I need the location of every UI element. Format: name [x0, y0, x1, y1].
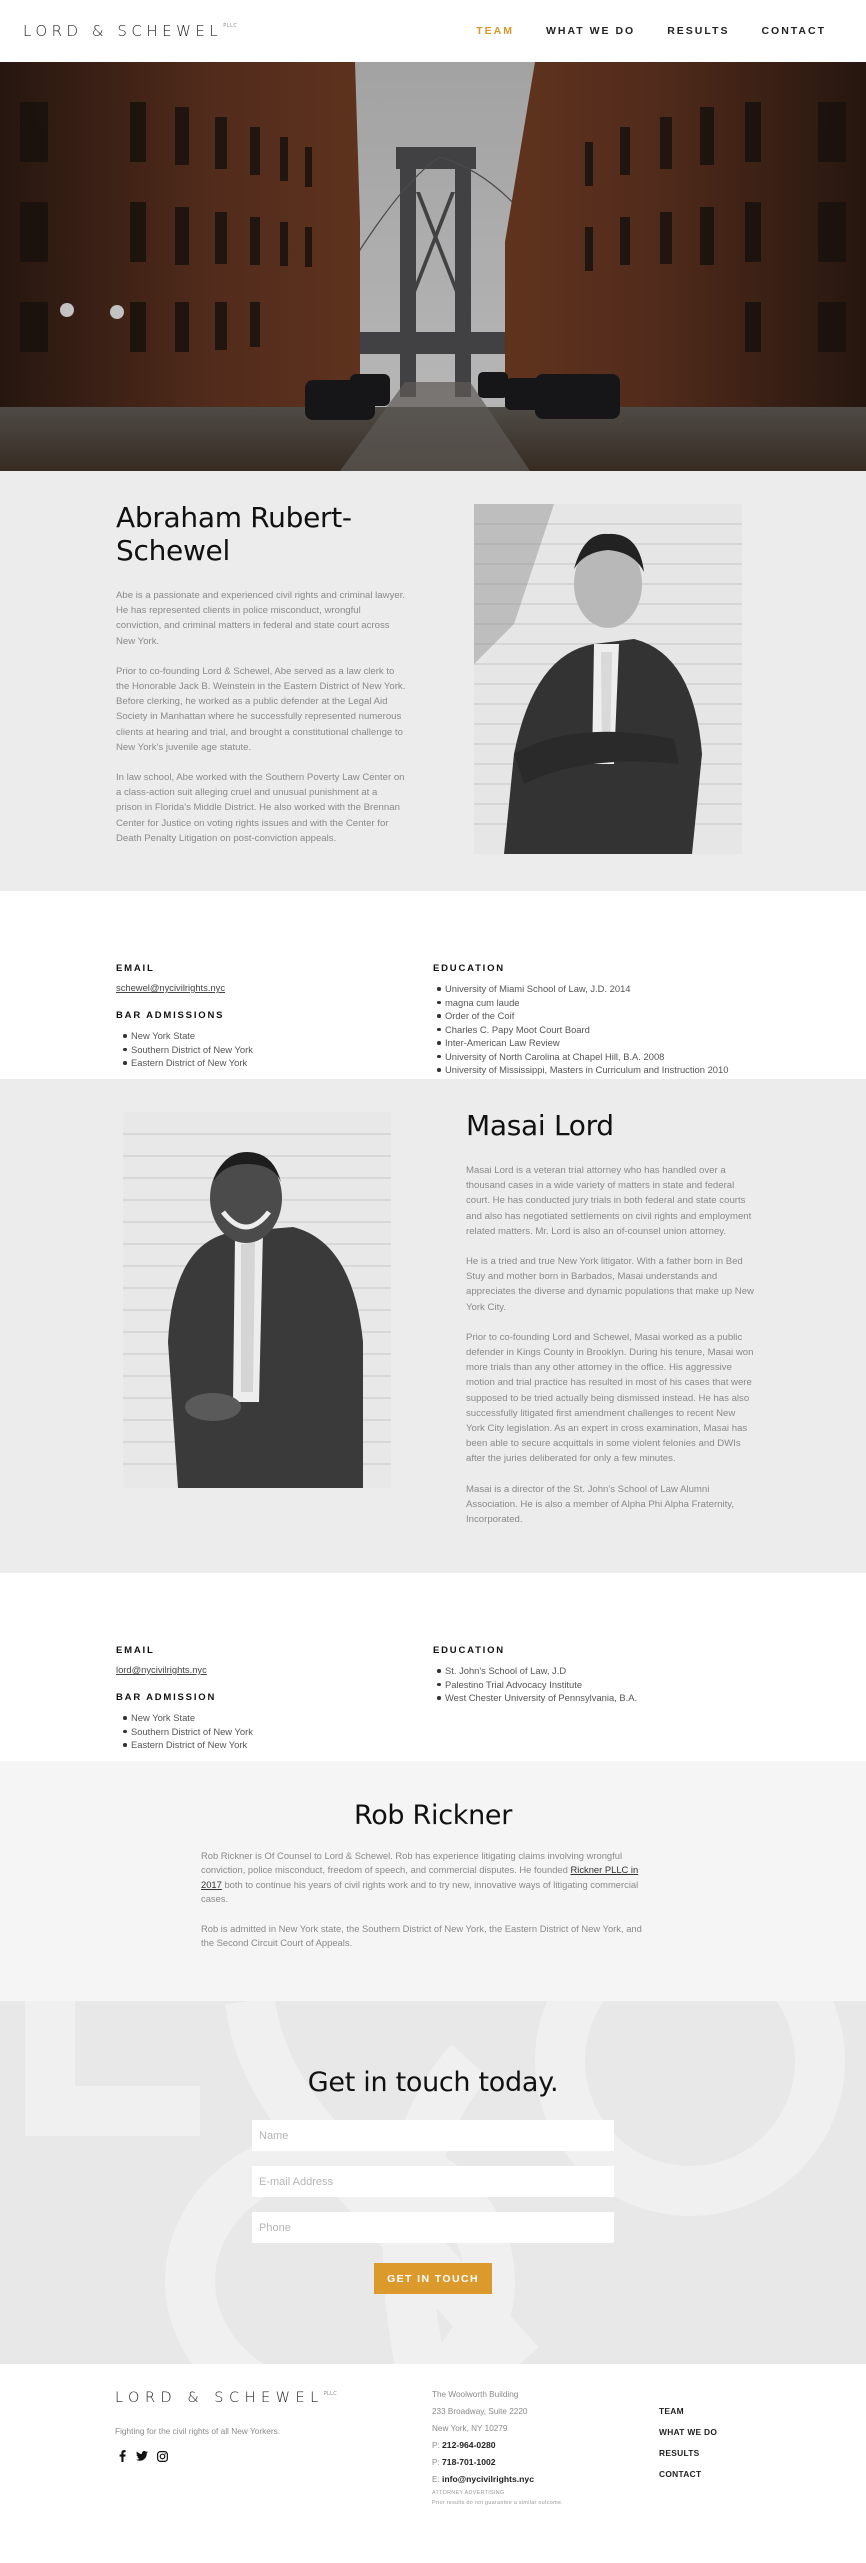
email-label: EMAIL [116, 1645, 155, 1656]
education-label: EDUCATION [433, 963, 505, 974]
list-item: Eastern District of New York [122, 1738, 253, 1752]
bio-paragraph [201, 1849, 651, 1907]
bar-admission-label: BAR ADMISSION [116, 1692, 217, 1703]
logo-suffix: PLLC [323, 2391, 337, 2397]
name-line-2: Schewel [116, 534, 230, 567]
list-item: Charles C. Papy Moot Court Board [436, 1023, 728, 1037]
list-item: New York State [122, 1711, 253, 1725]
profile-photo [474, 504, 742, 854]
phone-prefix: P: [432, 2458, 440, 2467]
rickner-pllc-link[interactable]: Rickner PLLC in 2017 [201, 1864, 639, 1890]
bar-admissions-list [122, 1029, 253, 1070]
contact-title: Get in touch today. [307, 2067, 559, 2098]
bio-paragraph: Prior to co-founding Lord & Schewel, Abe served as a law clerk to the Honorable Jack B. Weinstein in the Eastern District of New York. Before clerking, he worked as a public defender at the Legal Aid Society in Manhattan where he successfully represented numerous clients at hearing and trial, and brought a constitutional challenge to New York's juvenile age statute. [116, 665, 406, 753]
address-line: 233 Broadway, Suite 2220 [432, 2407, 528, 2416]
profile-abraham [0, 471, 866, 891]
list-item: West Chester University of Pennsylvania, B.A. [436, 1691, 637, 1705]
address-line: The Woolworth Building [432, 2390, 519, 2399]
name-line-1: Abraham Rubert- [116, 501, 352, 534]
profile-bio [201, 1849, 651, 1950]
phone-prefix: P: [432, 2441, 440, 2450]
profile-name: Rob Rickner [353, 1800, 513, 1831]
nav-what-we-do[interactable]: WHAT WE DO [546, 25, 636, 37]
bio-paragraph: Rob is admitted in New York state, the Southern District of New York, the Eastern District of New York, and the Second Circuit Court of Appeals. [201, 1922, 642, 1949]
education-list [436, 982, 728, 1077]
nav-team[interactable]: TEAM [476, 25, 514, 37]
bio-paragraph: In law school, Abe worked with the Southern Poverty Law Center on a class-action suit alleging cruel and unusual punishment at a prison in Florida's Middle District. He also worked with the Brennan Center for Justice on voting rights issues and with the Center for Death Penalty Litigation on post-conviction appeals. [116, 772, 405, 844]
footer-logo[interactable] [115, 2390, 337, 2406]
bio-paragraph: He is a tried and true New York litigator. With a father born in Bed Stuy and mother born in Barbados, Masai understands and appreciates the diverse and dynamic populations that make up New York City. [466, 1256, 754, 1313]
twitter-icon[interactable] [136, 2450, 148, 2462]
bio-text: both to continue his years of civil rights work and to try new, innovative ways of litigating commercial cases. [201, 1878, 639, 1905]
name-input[interactable] [252, 2120, 614, 2151]
bio-paragraph: Abe is a passionate and experienced civil rights and criminal lawyer. He has represented clients in police misconduct, wrongful conviction, and criminal matters in federal and state court across New York. [116, 590, 406, 647]
bio-paragraph: Masai is a director of the St. John's School of Law Alumni Association. He is also a member of Alpha Phi Alpha Fraternity, Incorporated. [466, 1483, 735, 1526]
details-masai [0, 1573, 866, 1761]
profile-name: Masai Lord [466, 1109, 614, 1142]
address-line: New York, NY 10279 [432, 2424, 508, 2433]
list-item: St. John's School of Law, J.D [436, 1664, 637, 1678]
details-abraham [0, 891, 866, 1079]
profile-bio [466, 1163, 756, 1527]
phone-link[interactable]: 718-701-1002 [442, 2457, 496, 2467]
footer-nav-what-we-do[interactable]: WHAT WE DO [659, 2427, 718, 2437]
phone-2 [432, 2454, 563, 2471]
site-logo[interactable] [23, 22, 237, 40]
phone-link[interactable]: 212-964-0280 [442, 2440, 496, 2450]
portrait-image [474, 504, 742, 854]
education-label: EDUCATION [433, 1645, 505, 1656]
profile-bio [116, 588, 406, 846]
site-header [0, 0, 866, 62]
main-nav [476, 25, 826, 37]
list-item: Eastern District of New York [122, 1056, 253, 1070]
nav-contact[interactable]: CONTACT [761, 25, 826, 37]
get-in-touch-button[interactable]: GET IN TOUCH [374, 2263, 492, 2294]
list-item: University of Mississippi, Masters in Curriculum and Instruction 2010 [436, 1063, 728, 1077]
email-link[interactable]: lord@nycivilrights.nyc [116, 1664, 207, 1675]
facebook-icon[interactable] [116, 2450, 128, 2462]
phone-input[interactable] [252, 2212, 614, 2243]
email-label: EMAIL [116, 963, 155, 974]
footer-email [432, 2471, 563, 2488]
email-prefix: E: [432, 2475, 440, 2484]
attorney-advertising: ATTORNEY ADVERTISING [432, 2490, 505, 2496]
instagram-icon[interactable] [156, 2450, 168, 2462]
list-item: Southern District of New York [122, 1725, 253, 1739]
footer-nav-team[interactable]: TEAM [659, 2406, 684, 2416]
disclaimer: Prior results do not guarantee a similar outcome. [432, 2500, 563, 2506]
bio-paragraph: Masai Lord is a veteran trial attorney who has handled over a thousand cases in a wide variety of matters in state and federal court. He has conducted jury trials in both federal and state courts and also has negotiated settlements on civil rights and employment related matters. Mr. Lord is also an of-counsel union attorney. [466, 1165, 752, 1237]
list-item: New York State [122, 1029, 253, 1043]
phone-1 [432, 2437, 563, 2454]
profile-rob [0, 1761, 866, 2001]
contact-section [0, 2001, 866, 2364]
email-input[interactable] [252, 2166, 614, 2197]
bar-admissions-label: BAR ADMISSIONS [116, 1010, 225, 1021]
list-item: Order of the Coif [436, 1009, 728, 1023]
portrait-image [123, 1112, 391, 1488]
footer-nav-contact[interactable]: CONTACT [659, 2469, 702, 2479]
footer-nav [659, 2406, 717, 2479]
footer-address [432, 2386, 563, 2508]
logo-text: LORD & SCHEWEL [23, 22, 223, 40]
nav-results[interactable]: RESULTS [667, 25, 730, 37]
bio-text: Rob Rickner is Of Counsel to Lord & Schewel. Rob has experience litigating claims involving wrongful conviction, police misconduct, freedom of speech, and commercial disputes. He founded [201, 1850, 623, 1876]
profile-masai [0, 1079, 866, 1573]
hero-image [0, 62, 866, 471]
bio-paragraph: Prior to co-founding Lord and Schewel, Masai worked as a public defender in Kings County in Brooklyn. During his tenure, Masai won more trials than any other attorney in the office. His aggressive motion and trial practice has resulted in most of his cases that were supposed to be tried actually being dismissed instead. He has also successfully litigated first amendment challenges to recent New York City legislation. As an expert in cross examination, Masai has been able to secure acquittals in some violent felonies and DWIs after the juries deliberated for only a few minutes. [466, 1331, 754, 1465]
list-item: magna cum laude [436, 996, 728, 1010]
social-links [116, 2450, 168, 2462]
bridge-street-image [0, 62, 866, 471]
site-footer [0, 2364, 866, 2563]
email-link[interactable]: schewel@nycivilrights.nyc [116, 982, 226, 993]
bar-admission-list [122, 1711, 253, 1752]
list-item: University of Miami School of Law, J.D. 2014 [436, 982, 728, 996]
footer-nav-results[interactable]: RESULTS [659, 2448, 700, 2458]
profile-photo [123, 1112, 391, 1488]
list-item: Southern District of New York [122, 1043, 253, 1057]
profile-name [116, 501, 406, 567]
list-item: Inter-American Law Review [436, 1036, 728, 1050]
logo-text: LORD & SCHEWEL [115, 2390, 324, 2406]
list-item: University of North Carolina at Chapel Hill, B.A. 2008 [436, 1050, 728, 1064]
logo-suffix: PLLC [223, 23, 238, 29]
list-item: Palestino Trial Advocacy Institute [436, 1678, 637, 1692]
education-list [436, 1664, 637, 1705]
email-link[interactable]: info@nycivilrights.nyc [442, 2474, 534, 2484]
footer-tagline: Fighting for the civil rights of all New Yorkers. [115, 2426, 281, 2436]
